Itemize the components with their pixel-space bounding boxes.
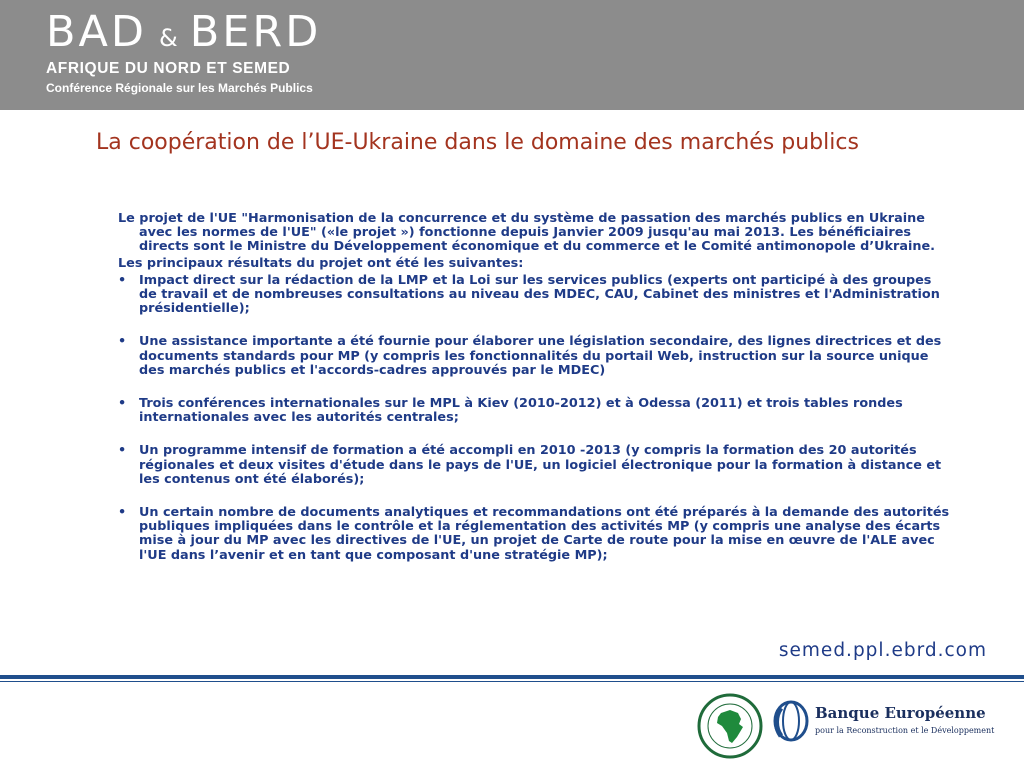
- header-banner: [0, 0, 1024, 110]
- brand-bad: BAD: [46, 7, 148, 57]
- region-subtitle: AFRIQUE DU NORD ET SEMED: [46, 60, 291, 77]
- bullet-icon: •: [118, 396, 127, 412]
- brand-logotype: [46, 6, 321, 64]
- list-item-text: Impact direct sur la rédaction de la LMP et la Loi sur les services publics (experts ont participé à des groupes de travail et de nombreuses consultations au niveau des MDEC, CAU, Cabinet des ministres et l'Administration présidentielle);: [139, 272, 940, 317]
- slide-body: [118, 212, 953, 582]
- bullet-icon: •: [118, 272, 127, 288]
- website-link[interactable]: semed.ppl.ebrd.com: [778, 640, 987, 661]
- ebrd-name: Banque Européenne: [815, 704, 986, 722]
- slide-title: La coopération de l’UE-Ukraine dans le domaine des marchés publics: [96, 130, 859, 155]
- list-item-text: Un certain nombre de documents analytiques et recommandations ont été préparés à la demande des autorités publiques impliquées dans le contrôle et la réglementation des activités MP (y compris une analyse des écarts mise à jour du MP avec les directives de l'UE, un projet de Carte de route pour la mise en œuvre de l'ALE avec l'UE dans l’avenir et en tant que composant d'une stratégie MP);: [139, 505, 950, 563]
- list-item: [118, 335, 953, 378]
- results-list: [118, 274, 953, 563]
- conference-subtitle: Conférence Régionale sur les Marchés Publics: [46, 81, 313, 95]
- brand-ampersand: &: [159, 24, 178, 52]
- ebrd-tagline: pour la Reconstruction et le Développement: [815, 726, 995, 735]
- ebrd-globe-icon: [773, 700, 809, 742]
- brand-berd: BERD: [189, 7, 322, 57]
- intro-paragraph: Le projet de l'UE "Harmonisation de la concurrence et du système de passation des marchés publics en Ukraine avec les normes de l'UE" («le projet ») fonctionne depuis Janvier 2009 jusqu'au mai 2013. Les bénéficiaires directs sont le Ministre du Développement économique et du commerce et le Comité antimonopole d’Ukraine.: [118, 211, 936, 255]
- list-item: [118, 397, 953, 425]
- results-lead: Les principaux résultats du projet ont été les suivantes:: [118, 255, 524, 271]
- afdb-africa-emblem-icon: [697, 693, 763, 759]
- bullet-icon: •: [118, 443, 127, 459]
- list-item-text: Un programme intensif de formation a été accompli en 2010 -2013 (y compris la formation des 20 autorités régionales et deux visites d'étude dans le pays de l'UE, un logiciel électronique pour la formation à distance et les contenus ont été élaborés);: [139, 443, 942, 487]
- bullet-icon: •: [118, 505, 127, 521]
- bullet-icon: •: [118, 334, 127, 350]
- footer-divider-thin: [0, 681, 1024, 682]
- list-item-text: Une assistance importante a été fournie pour élaborer une législation secondaire, des lignes directrices et des documents standards pour MP (y compris les fonctionnalités du portail Web, instruction sur la source unique des marchés publics et l'accords-cadres approuvés par le MDEC): [139, 334, 942, 378]
- list-item: [118, 444, 953, 487]
- list-item: [118, 506, 953, 563]
- list-item-text: Trois conférences internationales sur le MPL à Kiev (2010-2012) et à Odessa (2011) et trois tables rondes internationales avec les autorités centrales;: [139, 396, 903, 426]
- footer-divider-thick: [0, 675, 1024, 679]
- list-item: [118, 274, 953, 317]
